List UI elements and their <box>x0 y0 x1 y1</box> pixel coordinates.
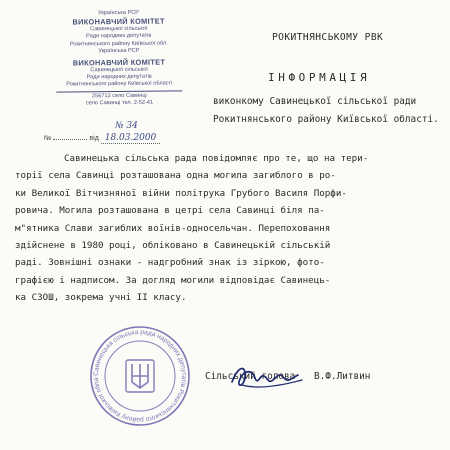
letterhead-line: Рокитнянського району Київської області <box>66 80 173 88</box>
subject-line: виконкому Савинецької сільської ради <box>213 96 417 107</box>
document-title: ІНФОРМАЦІЯ <box>268 71 371 84</box>
letterhead-line: Українська РСР <box>97 9 140 17</box>
document-subject <box>213 93 439 128</box>
date-prefix: від <box>89 135 99 142</box>
letterhead-address: 256712 село Савинці <box>91 92 147 99</box>
body-line: ровича. Могила розташована в цетрі села Савинці біля па- <box>15 205 325 217</box>
letterhead-line: Українська РСР <box>98 47 140 55</box>
body-line: торії села Савинці розташована одна могила загиблого в ро- <box>15 170 336 182</box>
subject-line: Рокитнянського району Київської області. <box>213 113 439 125</box>
letterhead-line: Рокитнянського району Київської обл. <box>69 40 168 48</box>
letterhead-stamp <box>43 9 194 108</box>
body-line: ки Великої Вітчизняної війни політрука Грубого Василя Порфи- <box>15 187 347 199</box>
body-line: м"ятника Слави загиблих воїнів-односельчан. Перепоховання <box>15 222 331 234</box>
handwritten-signature <box>228 360 306 392</box>
signatory-role: Сільський голова <box>205 371 296 382</box>
letterhead-address: село Савинці тел. 2-52-41 <box>85 99 154 107</box>
addressee: РОКИТНЯНСЬКОМУ РВК <box>272 32 384 43</box>
body-text <box>15 150 450 307</box>
body-line: Савинецька сільська рада повідомляє про те, що на тери- <box>64 153 369 164</box>
trident-emblem-icon <box>126 360 154 392</box>
signatory-name: В.Ф.Литвин <box>314 371 371 382</box>
handwritten-date: 18.03.2000 <box>101 133 161 144</box>
body-line: здійснене в 1980 році, обліковано в Савинецькій сільській <box>15 240 331 252</box>
handwritten-note: № 34 <box>115 121 138 131</box>
letterhead-line: Савинецької сільської <box>90 66 148 74</box>
letterhead-line: Ради народних депутатів <box>86 73 152 81</box>
number-label: № <box>44 135 52 142</box>
body-line: раді. Зовнішні ознаки - надгробний знак із зіркою, фото- <box>15 257 325 269</box>
letterhead-line: Ради народних депутатів <box>86 33 152 40</box>
letterhead-title: ВИКОНАВЧИЙ КОМІТЕТ <box>72 16 165 27</box>
seal-outer-text: Савинецька сільська рада народних депутатів Рокитнянського району Київської обла <box>92 328 188 424</box>
letterhead-title: ВИКОНАВЧИЙ КОМІТЕТ <box>72 57 166 68</box>
body-line: ка СЗОШ, зокрема учні ІІ класу. <box>15 292 187 304</box>
body-line: графією і надписом. За догляд могили відповідає Савинець- <box>15 274 331 286</box>
official-seal <box>88 324 192 428</box>
outgoing-number-line <box>44 133 160 143</box>
letterhead-line: Савинецької сільської <box>89 25 148 33</box>
